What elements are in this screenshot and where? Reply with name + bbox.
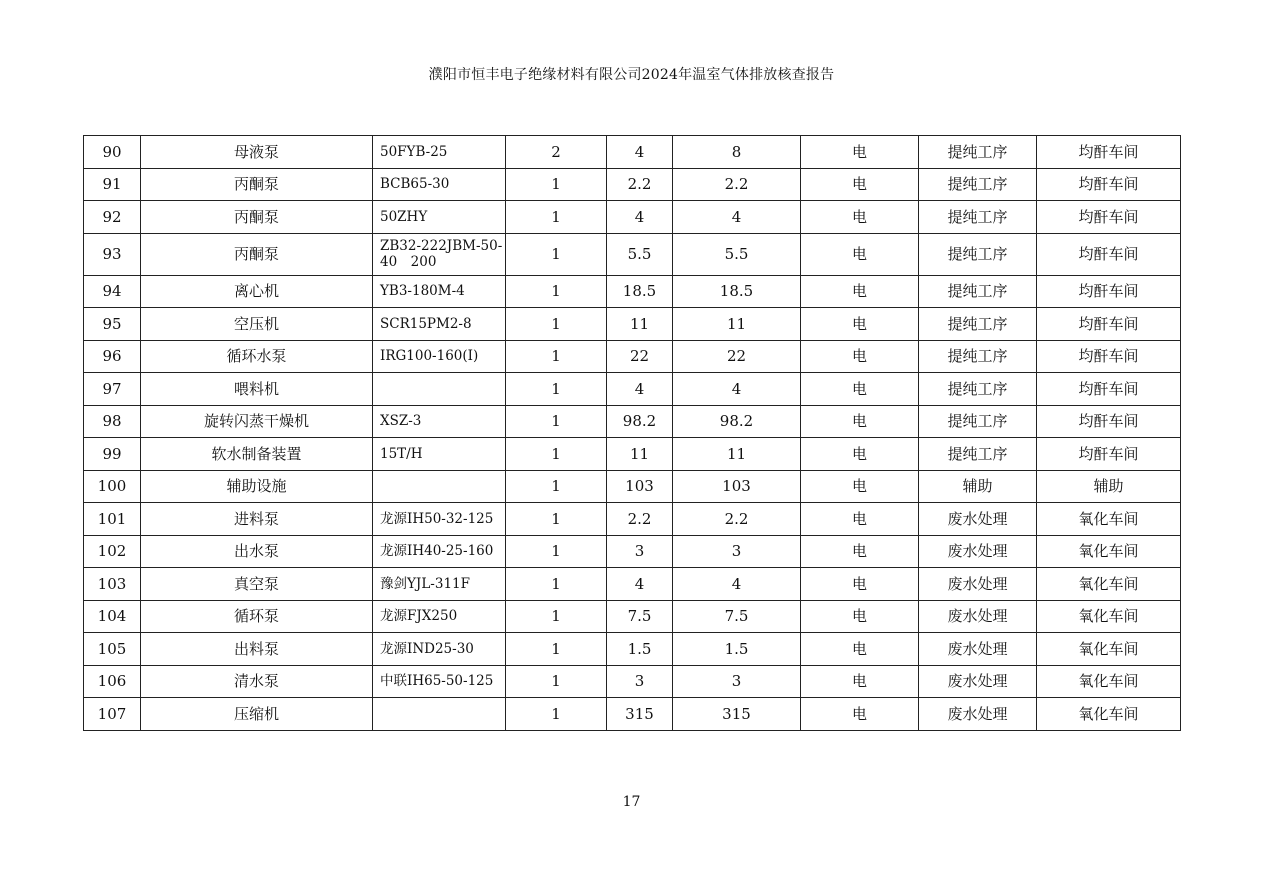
cell-process: 提纯工序 <box>919 275 1037 308</box>
table-row <box>84 470 1181 503</box>
cell-model: 15T/H <box>373 438 506 471</box>
cell-total-power: 3 <box>673 665 801 698</box>
cell-quantity: 2 <box>506 136 607 169</box>
cell-energy-type: 电 <box>801 136 919 169</box>
table-row <box>84 665 1181 698</box>
cell-equipment-name: 喂料机 <box>141 373 373 406</box>
cell-serial-number: 107 <box>84 698 141 731</box>
table-row <box>84 373 1181 406</box>
cell-quantity: 1 <box>506 275 607 308</box>
cell-quantity: 1 <box>506 633 607 666</box>
cell-total-power: 8 <box>673 136 801 169</box>
cell-model: SCR15PM2-8 <box>373 308 506 341</box>
cell-total-power: 315 <box>673 698 801 731</box>
cell-process: 废水处理 <box>919 633 1037 666</box>
cell-total-power: 4 <box>673 373 801 406</box>
cell-serial-number: 99 <box>84 438 141 471</box>
cell-total-power: 4 <box>673 201 801 234</box>
cell-process: 废水处理 <box>919 600 1037 633</box>
cell-workshop: 氧化车间 <box>1037 698 1181 731</box>
cell-energy-type: 电 <box>801 201 919 234</box>
table-row <box>84 308 1181 341</box>
cell-quantity: 1 <box>506 470 607 503</box>
cell-equipment-name: 清水泵 <box>141 665 373 698</box>
cell-unit-power: 11 <box>607 438 673 471</box>
cell-serial-number: 94 <box>84 275 141 308</box>
cell-quantity: 1 <box>506 698 607 731</box>
cell-workshop: 氧化车间 <box>1037 568 1181 601</box>
cell-equipment-name: 丙酮泵 <box>141 168 373 201</box>
cell-energy-type: 电 <box>801 168 919 201</box>
cell-equipment-name: 丙酮泵 <box>141 233 373 275</box>
cell-serial-number: 98 <box>84 405 141 438</box>
cell-model: IRG100-160(I) <box>373 340 506 373</box>
equipment-table-container <box>83 135 1180 731</box>
table-row <box>84 600 1181 633</box>
cell-model: ZB32-222JBM-50-40 200 <box>373 233 506 275</box>
cell-quantity: 1 <box>506 503 607 536</box>
cell-energy-type: 电 <box>801 600 919 633</box>
cell-unit-power: 2.2 <box>607 168 673 201</box>
table-row <box>84 503 1181 536</box>
cell-serial-number: 92 <box>84 201 141 234</box>
cell-workshop: 均酐车间 <box>1037 201 1181 234</box>
cell-workshop: 均酐车间 <box>1037 438 1181 471</box>
cell-equipment-name: 压缩机 <box>141 698 373 731</box>
cell-model: BCB65-30 <box>373 168 506 201</box>
cell-process: 废水处理 <box>919 665 1037 698</box>
cell-process: 废水处理 <box>919 535 1037 568</box>
cell-model: 龙源FJX250 <box>373 600 506 633</box>
cell-quantity: 1 <box>506 168 607 201</box>
cell-quantity: 1 <box>506 665 607 698</box>
page-title: 濮阳市恒丰电子绝缘材料有限公司2024年温室气体排放核查报告 <box>428 67 835 83</box>
cell-energy-type: 电 <box>801 698 919 731</box>
cell-quantity: 1 <box>506 600 607 633</box>
cell-energy-type: 电 <box>801 665 919 698</box>
cell-quantity: 1 <box>506 308 607 341</box>
cell-energy-type: 电 <box>801 275 919 308</box>
cell-process: 提纯工序 <box>919 340 1037 373</box>
cell-workshop: 均酐车间 <box>1037 308 1181 341</box>
cell-serial-number: 91 <box>84 168 141 201</box>
cell-serial-number: 102 <box>84 535 141 568</box>
cell-process: 提纯工序 <box>919 201 1037 234</box>
cell-quantity: 1 <box>506 568 607 601</box>
cell-unit-power: 2.2 <box>607 503 673 536</box>
cell-model: 龙源IND25-30 <box>373 633 506 666</box>
cell-model <box>373 470 506 503</box>
cell-unit-power: 1.5 <box>607 633 673 666</box>
cell-process: 提纯工序 <box>919 308 1037 341</box>
cell-serial-number: 103 <box>84 568 141 601</box>
cell-serial-number: 101 <box>84 503 141 536</box>
cell-equipment-name: 出水泵 <box>141 535 373 568</box>
cell-model: XSZ-3 <box>373 405 506 438</box>
cell-total-power: 5.5 <box>673 233 801 275</box>
cell-quantity: 1 <box>506 373 607 406</box>
cell-unit-power: 98.2 <box>607 405 673 438</box>
cell-equipment-name: 离心机 <box>141 275 373 308</box>
table-row <box>84 201 1181 234</box>
cell-serial-number: 100 <box>84 470 141 503</box>
table-row <box>84 438 1181 471</box>
cell-workshop: 氧化车间 <box>1037 665 1181 698</box>
cell-total-power: 4 <box>673 568 801 601</box>
cell-model: 豫剑YJL-311F <box>373 568 506 601</box>
cell-equipment-name: 真空泵 <box>141 568 373 601</box>
cell-unit-power: 315 <box>607 698 673 731</box>
cell-total-power: 2.2 <box>673 503 801 536</box>
cell-equipment-name: 旋转闪蒸干燥机 <box>141 405 373 438</box>
cell-process: 提纯工序 <box>919 373 1037 406</box>
cell-serial-number: 105 <box>84 633 141 666</box>
cell-process: 废水处理 <box>919 568 1037 601</box>
table-row <box>84 275 1181 308</box>
cell-model <box>373 698 506 731</box>
cell-quantity: 1 <box>506 438 607 471</box>
cell-energy-type: 电 <box>801 233 919 275</box>
cell-unit-power: 4 <box>607 373 673 406</box>
cell-workshop: 氧化车间 <box>1037 633 1181 666</box>
cell-energy-type: 电 <box>801 503 919 536</box>
cell-unit-power: 7.5 <box>607 600 673 633</box>
cell-unit-power: 11 <box>607 308 673 341</box>
cell-model <box>373 373 506 406</box>
cell-total-power: 18.5 <box>673 275 801 308</box>
table-row <box>84 633 1181 666</box>
cell-unit-power: 103 <box>607 470 673 503</box>
cell-total-power: 7.5 <box>673 600 801 633</box>
cell-model: 中联IH65-50-125 <box>373 665 506 698</box>
cell-energy-type: 电 <box>801 470 919 503</box>
cell-workshop: 氧化车间 <box>1037 535 1181 568</box>
cell-unit-power: 3 <box>607 535 673 568</box>
cell-equipment-name: 出料泵 <box>141 633 373 666</box>
cell-total-power: 103 <box>673 470 801 503</box>
cell-model: 龙源IH50-32-125 <box>373 503 506 536</box>
cell-workshop: 均酐车间 <box>1037 233 1181 275</box>
cell-total-power: 1.5 <box>673 633 801 666</box>
table-row <box>84 136 1181 169</box>
cell-model: 50ZHY <box>373 201 506 234</box>
page-number: 17 <box>622 794 641 810</box>
cell-total-power: 11 <box>673 438 801 471</box>
cell-workshop: 均酐车间 <box>1037 168 1181 201</box>
cell-unit-power: 3 <box>607 665 673 698</box>
cell-workshop: 辅助 <box>1037 470 1181 503</box>
cell-total-power: 98.2 <box>673 405 801 438</box>
table-row <box>84 535 1181 568</box>
cell-workshop: 氧化车间 <box>1037 600 1181 633</box>
cell-unit-power: 4 <box>607 568 673 601</box>
cell-quantity: 1 <box>506 535 607 568</box>
cell-unit-power: 4 <box>607 136 673 169</box>
cell-serial-number: 90 <box>84 136 141 169</box>
cell-total-power: 22 <box>673 340 801 373</box>
cell-equipment-name: 辅助设施 <box>141 470 373 503</box>
cell-unit-power: 18.5 <box>607 275 673 308</box>
cell-energy-type: 电 <box>801 438 919 471</box>
cell-process: 提纯工序 <box>919 168 1037 201</box>
cell-energy-type: 电 <box>801 340 919 373</box>
cell-process: 提纯工序 <box>919 438 1037 471</box>
cell-workshop: 均酐车间 <box>1037 275 1181 308</box>
cell-serial-number: 97 <box>84 373 141 406</box>
cell-energy-type: 电 <box>801 405 919 438</box>
cell-serial-number: 104 <box>84 600 141 633</box>
cell-quantity: 1 <box>506 201 607 234</box>
cell-workshop: 均酐车间 <box>1037 405 1181 438</box>
cell-model: 龙源IH40-25-160 <box>373 535 506 568</box>
cell-workshop: 氧化车间 <box>1037 503 1181 536</box>
cell-energy-type: 电 <box>801 373 919 406</box>
cell-serial-number: 106 <box>84 665 141 698</box>
equipment-table <box>83 135 1181 731</box>
cell-process: 废水处理 <box>919 698 1037 731</box>
cell-process: 提纯工序 <box>919 405 1037 438</box>
cell-energy-type: 电 <box>801 568 919 601</box>
cell-process: 辅助 <box>919 470 1037 503</box>
table-row <box>84 405 1181 438</box>
cell-energy-type: 电 <box>801 308 919 341</box>
cell-model: 50FYB-25 <box>373 136 506 169</box>
cell-equipment-name: 循环泵 <box>141 600 373 633</box>
cell-energy-type: 电 <box>801 633 919 666</box>
cell-total-power: 11 <box>673 308 801 341</box>
cell-equipment-name: 母液泵 <box>141 136 373 169</box>
cell-workshop: 均酐车间 <box>1037 136 1181 169</box>
cell-equipment-name: 进料泵 <box>141 503 373 536</box>
cell-unit-power: 5.5 <box>607 233 673 275</box>
cell-equipment-name: 丙酮泵 <box>141 201 373 234</box>
cell-process: 提纯工序 <box>919 233 1037 275</box>
cell-equipment-name: 软水制备装置 <box>141 438 373 471</box>
table-row <box>84 168 1181 201</box>
cell-energy-type: 电 <box>801 535 919 568</box>
cell-workshop: 均酐车间 <box>1037 340 1181 373</box>
table-row <box>84 233 1181 275</box>
table-body <box>84 136 1181 731</box>
cell-unit-power: 4 <box>607 201 673 234</box>
cell-total-power: 2.2 <box>673 168 801 201</box>
cell-model: YB3-180M-4 <box>373 275 506 308</box>
cell-process: 废水处理 <box>919 503 1037 536</box>
cell-process: 提纯工序 <box>919 136 1037 169</box>
table-row <box>84 568 1181 601</box>
table-row <box>84 340 1181 373</box>
cell-equipment-name: 循环水泵 <box>141 340 373 373</box>
cell-unit-power: 22 <box>607 340 673 373</box>
cell-quantity: 1 <box>506 340 607 373</box>
cell-quantity: 1 <box>506 405 607 438</box>
cell-serial-number: 95 <box>84 308 141 341</box>
cell-serial-number: 96 <box>84 340 141 373</box>
cell-equipment-name: 空压机 <box>141 308 373 341</box>
cell-quantity: 1 <box>506 233 607 275</box>
cell-serial-number: 93 <box>84 233 141 275</box>
cell-total-power: 3 <box>673 535 801 568</box>
table-row <box>84 698 1181 731</box>
cell-workshop: 均酐车间 <box>1037 373 1181 406</box>
